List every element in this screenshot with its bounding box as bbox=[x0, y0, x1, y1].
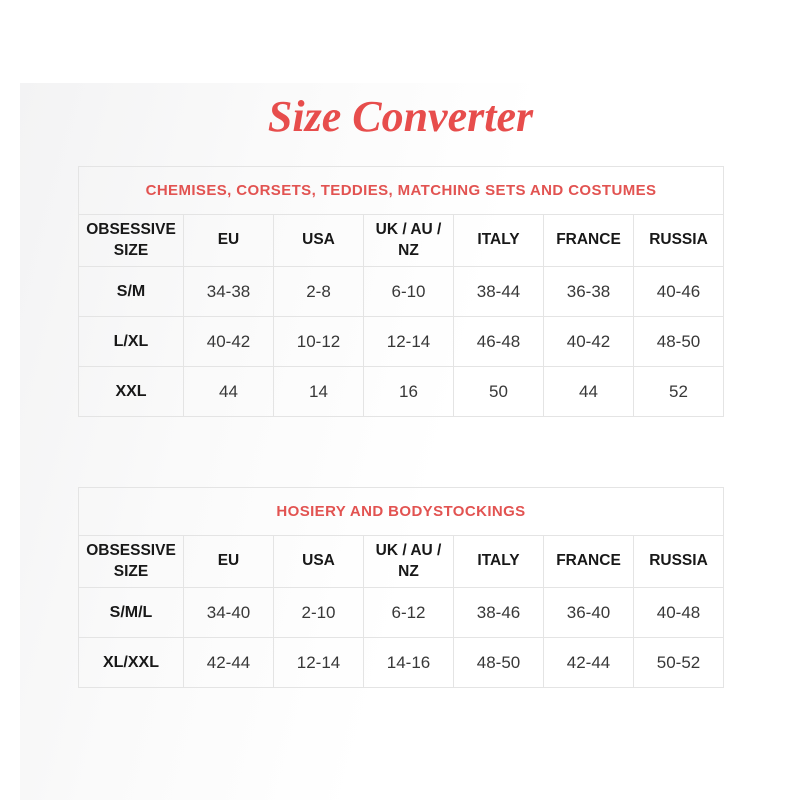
page-title: Size Converter bbox=[267, 92, 534, 141]
size-value: 34-38 bbox=[184, 267, 274, 317]
size-value: 6-12 bbox=[364, 588, 454, 638]
size-value: 34-40 bbox=[184, 588, 274, 638]
table-caption: CHEMISES, CORSETS, TEDDIES, MATCHING SETS AND COSTUMES bbox=[79, 167, 724, 215]
size-value: 40-42 bbox=[184, 317, 274, 367]
column-header-eu: EU bbox=[184, 536, 274, 588]
row-label: XL/XXL bbox=[79, 638, 184, 688]
column-header-usa: USA bbox=[274, 215, 364, 267]
size-value: 40-48 bbox=[634, 588, 724, 638]
column-header-obsessive-size: OBSESSIVE SIZE bbox=[79, 215, 184, 267]
row-label: S/M bbox=[79, 267, 184, 317]
size-value: 38-44 bbox=[454, 267, 544, 317]
size-value: 40-42 bbox=[544, 317, 634, 367]
column-header-russia: RUSSIA bbox=[634, 536, 724, 588]
row-label: S/M/L bbox=[79, 588, 184, 638]
column-header-france: FRANCE bbox=[544, 215, 634, 267]
content-panel bbox=[20, 83, 781, 800]
table-row bbox=[79, 317, 724, 367]
size-value: 50 bbox=[454, 367, 544, 417]
size-value: 46-48 bbox=[454, 317, 544, 367]
table-caption-row bbox=[79, 167, 724, 215]
table-row bbox=[79, 588, 724, 638]
size-value: 16 bbox=[364, 367, 454, 417]
size-value: 40-46 bbox=[634, 267, 724, 317]
column-header-usa: USA bbox=[274, 536, 364, 588]
size-value: 36-40 bbox=[544, 588, 634, 638]
size-value: 12-14 bbox=[364, 317, 454, 367]
table-caption: HOSIERY AND BODYSTOCKINGS bbox=[79, 488, 724, 536]
size-value: 48-50 bbox=[454, 638, 544, 688]
column-header-uk-au-nz: UK / AU / NZ bbox=[364, 536, 454, 588]
table-row bbox=[79, 267, 724, 317]
column-header-uk-au-nz: UK / AU / NZ bbox=[364, 215, 454, 267]
column-header-france: FRANCE bbox=[544, 536, 634, 588]
size-value: 42-44 bbox=[184, 638, 274, 688]
header-row bbox=[79, 536, 724, 588]
table-row bbox=[79, 638, 724, 688]
column-header-eu: EU bbox=[184, 215, 274, 267]
size-value: 42-44 bbox=[544, 638, 634, 688]
size-value: 14-16 bbox=[364, 638, 454, 688]
column-header-obsessive-size: OBSESSIVE SIZE bbox=[79, 536, 184, 588]
size-value: 48-50 bbox=[634, 317, 724, 367]
table-caption-row bbox=[79, 488, 724, 536]
size-value: 50-52 bbox=[634, 638, 724, 688]
size-value: 36-38 bbox=[544, 267, 634, 317]
size-value: 14 bbox=[274, 367, 364, 417]
size-value: 2-8 bbox=[274, 267, 364, 317]
row-label: XXL bbox=[79, 367, 184, 417]
header-row bbox=[79, 215, 724, 267]
size-value: 44 bbox=[184, 367, 274, 417]
column-header-italy: ITALY bbox=[454, 536, 544, 588]
size-table-hosiery-bodystockings bbox=[78, 487, 724, 688]
column-header-russia: RUSSIA bbox=[634, 215, 724, 267]
size-value: 44 bbox=[544, 367, 634, 417]
row-label: L/XL bbox=[79, 317, 184, 367]
size-value: 38-46 bbox=[454, 588, 544, 638]
size-value: 52 bbox=[634, 367, 724, 417]
column-header-italy: ITALY bbox=[454, 215, 544, 267]
table-row bbox=[79, 367, 724, 417]
size-value: 6-10 bbox=[364, 267, 454, 317]
size-value: 2-10 bbox=[274, 588, 364, 638]
size-table-chemises-corsets bbox=[78, 166, 724, 417]
size-value: 12-14 bbox=[274, 638, 364, 688]
size-value: 10-12 bbox=[274, 317, 364, 367]
